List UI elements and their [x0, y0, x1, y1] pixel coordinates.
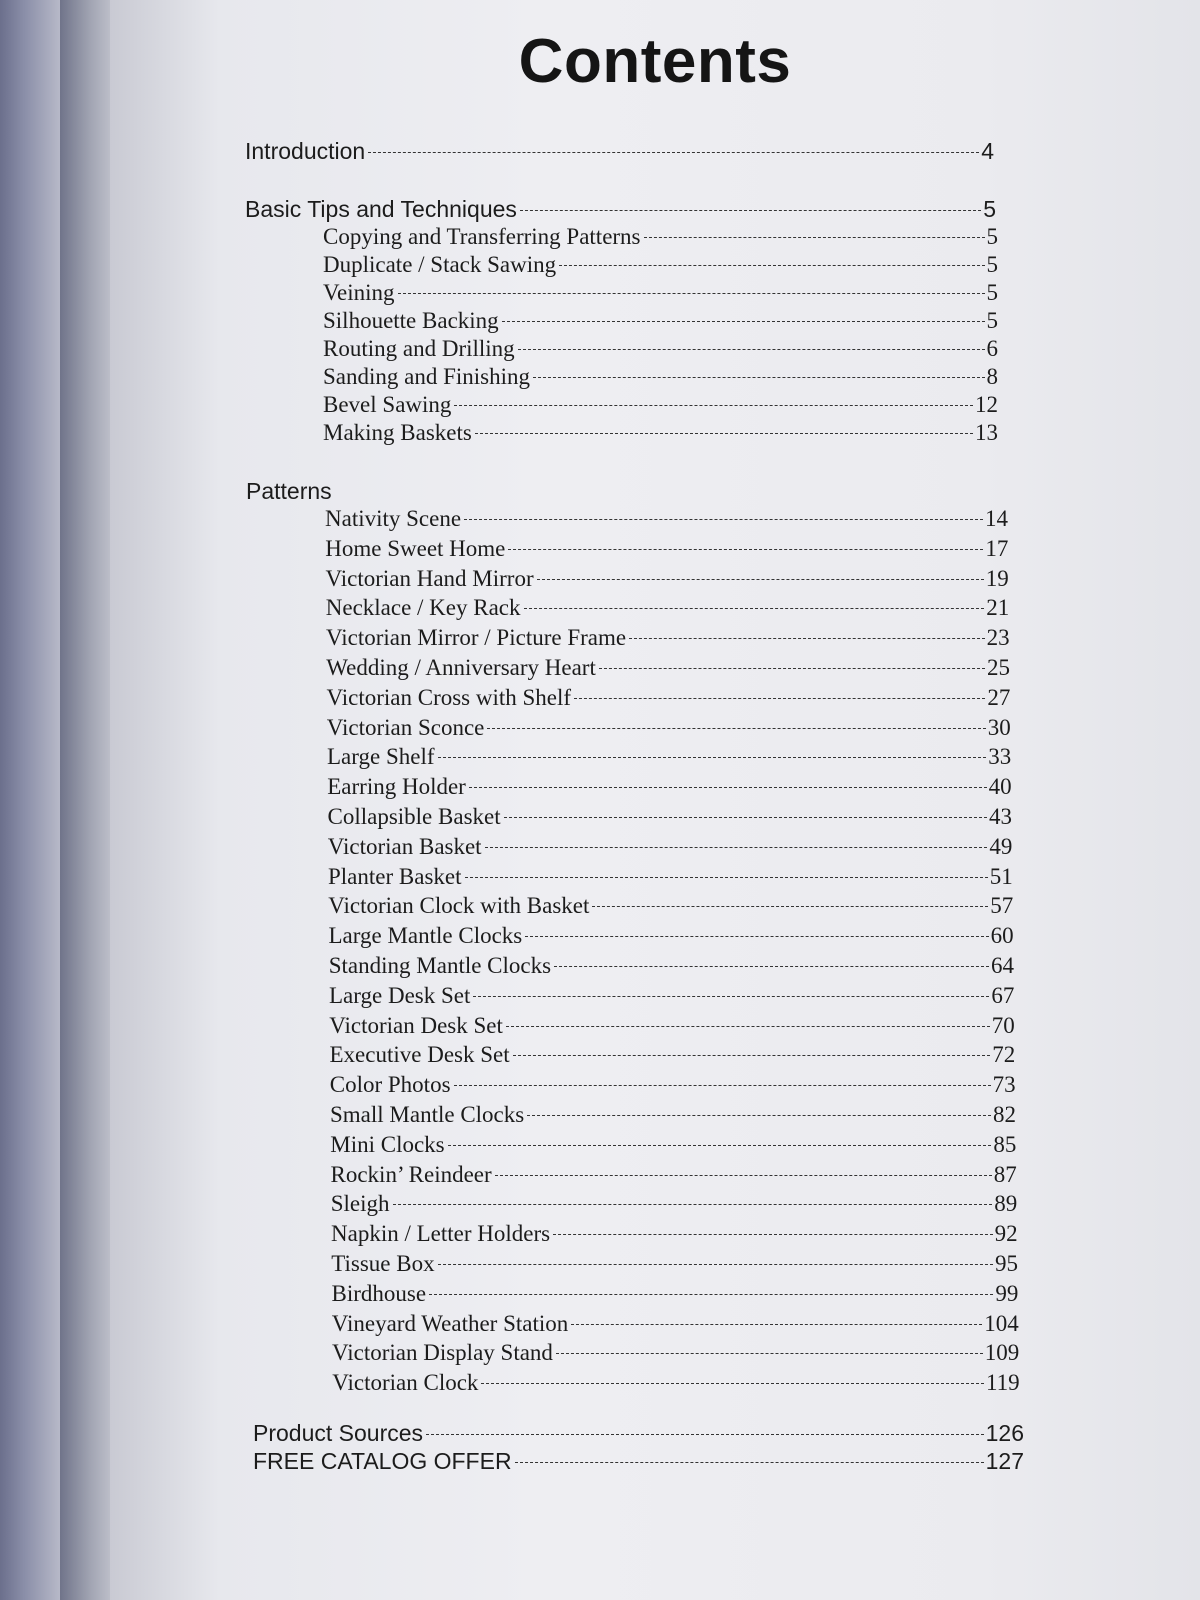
page-number: 126 — [985, 1420, 1024, 1446]
page-number: 12 — [975, 392, 998, 417]
toc-entry — [331, 1162, 1017, 1188]
dot-leader — [527, 1115, 991, 1116]
dot-leader — [524, 608, 985, 609]
entry-title: Copying and Transferring Patterns — [323, 224, 641, 249]
page-number: 82 — [993, 1102, 1016, 1127]
dot-leader — [599, 668, 985, 669]
dot-leader — [537, 579, 984, 580]
dot-leader — [438, 1264, 993, 1265]
entry-title: Color Photos — [329, 1072, 451, 1098]
dot-leader — [533, 377, 984, 378]
toc-entry — [329, 1013, 1015, 1039]
dot-leader — [454, 405, 973, 406]
page-number: 33 — [988, 744, 1012, 770]
entry-title: Victorian Basket — [327, 833, 482, 859]
toc-entry — [331, 1191, 1017, 1217]
entry-title: Sanding and Finishing — [323, 364, 531, 389]
dot-leader — [393, 1204, 993, 1205]
dot-leader — [475, 433, 973, 434]
page-number: 73 — [992, 1072, 1016, 1098]
book-spine — [0, 0, 60, 1600]
entry-title: Earring Holder — [327, 774, 466, 800]
entry-title: Victorian Mirror / Picture Frame — [326, 625, 627, 651]
toc-entry — [326, 566, 1009, 592]
page-number: 87 — [993, 1161, 1017, 1187]
dot-leader — [629, 638, 985, 639]
entry-title: Mini Clocks — [330, 1131, 445, 1157]
toc-entry — [323, 392, 998, 418]
dot-leader — [513, 1055, 991, 1056]
toc-entry — [330, 1132, 1016, 1158]
section-heading-patterns: Patterns — [246, 478, 332, 504]
page-number: 127 — [985, 1448, 1024, 1474]
page-number: 5 — [983, 196, 996, 222]
page-number: 104 — [984, 1310, 1019, 1336]
toc-entry — [323, 280, 998, 306]
dot-leader — [556, 1353, 983, 1354]
dot-leader — [464, 519, 983, 520]
entry-title: Wedding / Anniversary Heart — [326, 655, 596, 680]
dot-leader — [426, 1434, 984, 1435]
toc-entry — [329, 953, 1014, 979]
entry-title: Victorian Clock with Basket — [328, 893, 590, 919]
dot-leader — [571, 1324, 982, 1325]
page-number: 8 — [986, 364, 998, 389]
page-number: 57 — [990, 893, 1014, 919]
page-number: 85 — [993, 1131, 1017, 1157]
page-number: 70 — [991, 1012, 1015, 1038]
toc-entry — [326, 595, 1009, 621]
toc-entry — [327, 715, 1011, 741]
entry-title: Basic Tips and Techniques — [245, 196, 517, 222]
toc-entry — [323, 364, 998, 390]
dot-leader — [554, 966, 989, 967]
page-number: 64 — [991, 953, 1014, 978]
entry-title: Tissue Box — [331, 1251, 435, 1276]
page-number: 21 — [986, 595, 1010, 621]
entry-title: Birdhouse — [331, 1280, 427, 1306]
toc-entry-product-sources — [253, 1420, 1024, 1447]
page-number: 51 — [989, 863, 1013, 889]
page-number: 30 — [987, 714, 1011, 740]
entry-title: Silhouette Backing — [323, 308, 499, 333]
entry-title: Victorian Clock — [332, 1370, 479, 1396]
toc-entry — [323, 336, 998, 362]
toc-entry — [332, 1311, 1019, 1337]
toc-entry — [323, 252, 998, 278]
page-number: 14 — [985, 506, 1008, 531]
toc-entry — [326, 625, 1010, 651]
toc-entry — [327, 744, 1011, 770]
entry-title: Making Baskets — [323, 420, 472, 445]
page-number: 4 — [981, 138, 994, 164]
page-number: 5 — [986, 308, 998, 333]
toc-entry — [330, 1072, 1016, 1098]
entry-title: Victorian Hand Mirror — [325, 565, 534, 591]
entry-title: Nativity Scene — [325, 506, 462, 531]
dot-leader — [518, 349, 985, 350]
entry-title: Large Mantle Clocks — [328, 923, 523, 949]
dot-leader — [448, 1145, 992, 1146]
entry-title: FREE CATALOG OFFER — [253, 1448, 512, 1474]
dot-leader — [487, 728, 985, 729]
toc-entry — [328, 864, 1013, 890]
dot-leader — [520, 210, 981, 211]
toc-entry — [329, 983, 1014, 1009]
toc-entry — [332, 1370, 1019, 1396]
toc-entry — [323, 308, 998, 334]
entry-title: Introduction — [245, 138, 366, 164]
dot-leader — [473, 996, 989, 997]
page-number: 43 — [989, 804, 1012, 829]
page-number: 95 — [995, 1251, 1018, 1276]
entry-title: Veining — [323, 280, 395, 305]
table-of-contents — [110, 0, 1200, 1600]
toc-entry — [329, 923, 1014, 949]
entry-title: Planter Basket — [328, 863, 462, 889]
toc-entry — [332, 1340, 1019, 1366]
dot-leader — [502, 321, 985, 322]
contents-page — [110, 0, 1200, 1600]
page-number: 6 — [986, 336, 998, 361]
dot-leader — [525, 936, 988, 937]
dot-leader — [506, 1026, 990, 1027]
entry-title: Victorian Sconce — [326, 714, 485, 740]
toc-entry-free-catalog-offer — [253, 1448, 1024, 1475]
entry-title: Small Mantle Clocks — [330, 1102, 525, 1127]
page-number: 92 — [994, 1221, 1018, 1247]
entry-title: Napkin / Letter Holders — [331, 1221, 551, 1247]
toc-entry — [323, 420, 998, 446]
toc-entry — [331, 1221, 1018, 1247]
toc-entry — [327, 774, 1011, 800]
dot-leader — [592, 906, 988, 907]
toc-entry — [327, 685, 1011, 711]
entry-title: Routing and Drilling — [323, 336, 515, 361]
dot-leader — [481, 1383, 984, 1384]
entry-title: Rockin’ Reindeer — [330, 1161, 492, 1187]
entry-title: Standing Mantle Clocks — [328, 953, 552, 978]
entry-title: Large Shelf — [327, 744, 435, 770]
page-number: 25 — [987, 655, 1010, 680]
page-number: 19 — [985, 565, 1009, 591]
toc-entry — [328, 893, 1013, 919]
entry-title: Sleigh — [330, 1191, 390, 1217]
dot-leader — [485, 847, 988, 848]
toc-entry-introduction — [245, 138, 994, 165]
entry-title: Collapsible Basket — [327, 804, 501, 829]
dot-leader — [454, 1085, 991, 1086]
page-number: 5 — [986, 224, 998, 249]
toc-entry — [328, 804, 1013, 830]
toc-entry — [331, 1251, 1018, 1277]
dot-leader — [504, 817, 987, 818]
page-title: Contents — [518, 27, 792, 96]
toc-entry — [332, 1281, 1019, 1307]
page-number: 23 — [986, 625, 1010, 651]
dot-leader — [495, 1175, 992, 1176]
page-number: 67 — [991, 982, 1015, 1008]
entry-title: Vineyard Weather Station — [331, 1310, 569, 1336]
entry-title: Victorian Cross with Shelf — [326, 684, 572, 710]
page-number: 60 — [990, 923, 1014, 949]
dot-leader — [508, 549, 983, 550]
dot-leader — [553, 1234, 993, 1235]
toc-entry — [326, 655, 1010, 681]
dot-leader — [465, 877, 988, 878]
toc-entry — [325, 506, 1008, 532]
page-number: 49 — [989, 833, 1013, 859]
toc-entry — [328, 834, 1013, 860]
page-number: 27 — [987, 684, 1011, 710]
entry-title: Home Sweet Home — [325, 535, 506, 561]
entry-title: Product Sources — [253, 1420, 424, 1446]
toc-entry — [330, 1102, 1016, 1128]
dot-leader — [438, 757, 987, 758]
dot-leader — [559, 265, 984, 266]
page-number: 17 — [985, 535, 1009, 561]
entry-title: Victorian Display Stand — [332, 1340, 553, 1366]
toc-entry-basic-tips — [245, 196, 996, 223]
entry-title: Necklace / Key Rack — [325, 595, 521, 621]
page-number: 40 — [988, 774, 1012, 800]
toc-entry — [325, 536, 1008, 562]
dot-leader — [429, 1294, 993, 1295]
dot-leader — [644, 237, 985, 238]
dot-leader — [469, 787, 987, 788]
entry-title: Large Desk Set — [329, 982, 471, 1008]
dot-leader — [368, 152, 979, 153]
entry-title: Bevel Sawing — [323, 392, 452, 417]
toc-entry — [330, 1042, 1016, 1068]
toc-entry — [323, 224, 998, 250]
page-number: 99 — [995, 1280, 1019, 1306]
entry-title: Victorian Desk Set — [329, 1012, 503, 1038]
dot-leader — [574, 698, 985, 699]
dot-leader — [398, 293, 985, 294]
entry-title: Duplicate / Stack Sawing — [323, 252, 557, 277]
page-number: 109 — [984, 1340, 1020, 1366]
page-number: 5 — [986, 280, 998, 305]
page-number: 119 — [985, 1370, 1020, 1396]
dot-leader — [515, 1462, 984, 1463]
entry-title: Executive Desk Set — [329, 1042, 510, 1068]
page-number: 72 — [992, 1042, 1016, 1068]
page-number: 89 — [994, 1191, 1018, 1217]
page-number: 13 — [975, 420, 998, 445]
page-number: 5 — [986, 252, 998, 277]
